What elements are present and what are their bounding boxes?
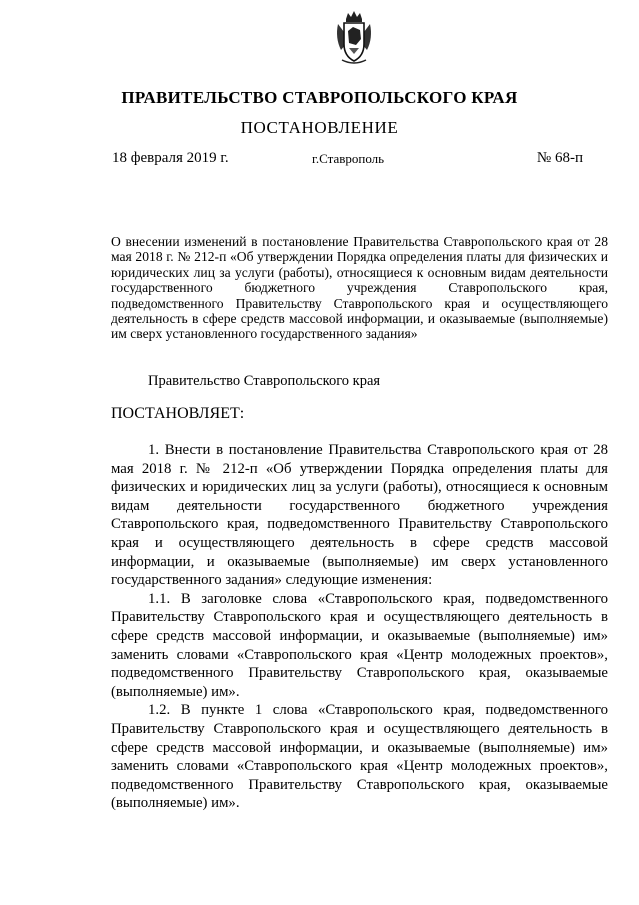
document-date: 18 февраля 2019 г. xyxy=(112,150,229,166)
stavropol-coat-of-arms-icon xyxy=(334,10,374,66)
document-body xyxy=(111,441,608,813)
document-city: г.Ставрополь xyxy=(312,151,385,166)
paragraph-1-1: 1.1. В заголовке слова «Ставропольского края, подведомственного Правительству Ставропольского края и осуществляющего деятельность в сфере средств массовой информации, и оказываемые (выполняемые) им» заменить словами «Ставропольского края «Центр молодежных проектов», подведомственного Правительству Ставропольского края, оказываемые (выполняемые) им». xyxy=(111,590,608,700)
government-name: ПРАВИТЕЛЬСТВО СТАВРОПОЛЬСКОГО КРАЯ xyxy=(121,88,518,107)
document-subject: О внесении изменений в постановление Правительства Ставропольского края от 28 мая 2018 г. № 212-п «Об утверждении Порядка определения платы для физических и юридических лиц за услуги (работы), относящиеся к основным видам деятельности государственного бюджетного учреждения Ставропольского края, подведомственного Правительству Ставропольского края и осуществляющего деятельность в сфере средств массовой информации, и оказываемые (выполняемые) им сверх установленного государственного задания» xyxy=(111,234,608,342)
preamble: Правительство Ставропольского края xyxy=(148,373,381,389)
paragraph-1-2: 1.2. В пункте 1 слова «Ставропольского края, подведомственного Правительству Ставропольского края и осуществляющего деятельность в сфере средств массовой информации, и оказываемые (выполняемые) им» заменить словами «Ставропольского края «Центр молодежных проектов», подведомственного Правительству Ставропольского края, оказываемые (выполняемые) им». xyxy=(111,702,608,812)
document-number: № 68-п xyxy=(536,150,583,166)
document-type: ПОСТАНОВЛЕНИЕ xyxy=(240,118,399,137)
decree-heading: ПОСТАНОВЛЯЕТ: xyxy=(111,405,245,422)
paragraph-1: 1. Внести в постановление Правительства Ставропольского края от 28 мая 2018 г. № 212-п «Об утверждении Порядка определения платы для физических и юридических лиц за услуги (работы), относящиеся к основным видам деятельности государственного бюджетного учреждения Ставропольского края, подведомственного Правительству Ставропольского края и осуществляющего деятельность в сфере средств массовой информации, и оказываемые (выполняемые) им сверх установленного государственного задания» следующие изменения: xyxy=(111,442,608,589)
